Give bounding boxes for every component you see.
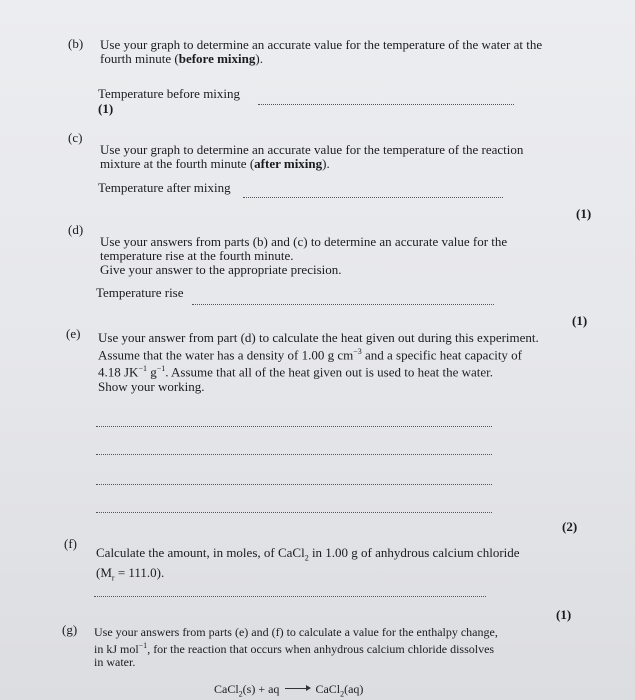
- part-c-label: (c): [68, 130, 83, 145]
- part-e-working-line-2[interactable]: [96, 454, 492, 455]
- part-g-question: [94, 626, 564, 669]
- part-f-line-1: Calculate the amount, in moles, of CaCl$_2$ in 1.00 g of anhydrous calcium chloride: [96, 545, 520, 563]
- part-e-working-line-1[interactable]: [96, 426, 492, 427]
- part-f-answer-line[interactable]: [94, 596, 486, 597]
- reaction-arrow-icon: [285, 688, 309, 689]
- part-e-marks: (2): [562, 519, 578, 534]
- part-c-line-2: mixture at the fourth minute (after mixing).: [100, 156, 330, 171]
- part-f-label: (f): [64, 536, 77, 551]
- part-d-line-1: Use your answers from parts (b) and (c) to determine an accurate value for the: [100, 234, 508, 249]
- part-b-marks: (1): [98, 101, 114, 116]
- part-e-question: [98, 331, 568, 394]
- part-b-line-2: fourth minute (before mixing).: [100, 51, 263, 66]
- part-c-question: [100, 143, 570, 171]
- part-e-line-1: Use your answer from part (d) to calculate the heat given out during this experiment.: [98, 330, 539, 345]
- part-b-question: [100, 38, 590, 66]
- part-e-line-2: Assume that the water has a density of 1.00 g $cm^{-3}$ and a specific heat capacity of: [98, 347, 523, 363]
- part-c-line-1: Use your graph to determine an accurate value for the temperature of the reaction: [100, 142, 524, 157]
- part-g-line-1: Use your answers from parts (e) and (f) to calculate a value for the enthalpy change,: [94, 625, 498, 639]
- part-b-label: (b): [68, 36, 84, 51]
- part-c-answer-line[interactable]: [243, 197, 503, 198]
- part-f-marks: (1): [556, 607, 572, 622]
- part-d-question: [100, 235, 570, 277]
- part-g-label: (g): [62, 622, 78, 637]
- part-d-label: (d): [68, 222, 84, 237]
- part-c-marks: (1): [576, 206, 592, 221]
- part-g-line-2: in kJ mol$^{-1}$, for the reaction that occurs when anhydrous calcium chloride dissolves: [94, 641, 495, 656]
- part-b-line-1: Use your graph to determine an accurate value for the temperature of the water at the: [100, 37, 543, 52]
- part-e-line-4: Show your working.: [98, 378, 205, 394]
- part-d-marks: (1): [572, 313, 588, 328]
- part-b-answer-label: Temperature before mixing: [98, 86, 241, 101]
- part-d-line-3: Give your answer to the appropriate precision.: [100, 262, 342, 277]
- part-e-line-3: 4.18 $JK^{-1}$ $g^{-1}$. Assume that all of the heat given out is used to heat the water.: [98, 364, 494, 380]
- part-d-line-2: temperature rise at the fourth minute.: [100, 248, 294, 263]
- part-g-line-3: in water.: [94, 655, 136, 669]
- part-f-question: [96, 546, 566, 585]
- part-e-working-line-4[interactable]: [96, 512, 492, 513]
- part-d-answer-label: Temperature rise: [96, 285, 184, 300]
- dissolution-equation: CaCl$_2$(s) + aq CaCl$_2$(aq): [214, 682, 364, 699]
- part-e-working-line-3[interactable]: [96, 484, 492, 485]
- part-f-line-2: $(M_r = 111.0)$.: [96, 564, 165, 583]
- part-c-answer-label: Temperature after mixing: [98, 180, 231, 195]
- part-d-answer-line[interactable]: [192, 304, 494, 305]
- part-b-answer-line[interactable]: [258, 104, 514, 105]
- part-e-label: (e): [66, 326, 81, 341]
